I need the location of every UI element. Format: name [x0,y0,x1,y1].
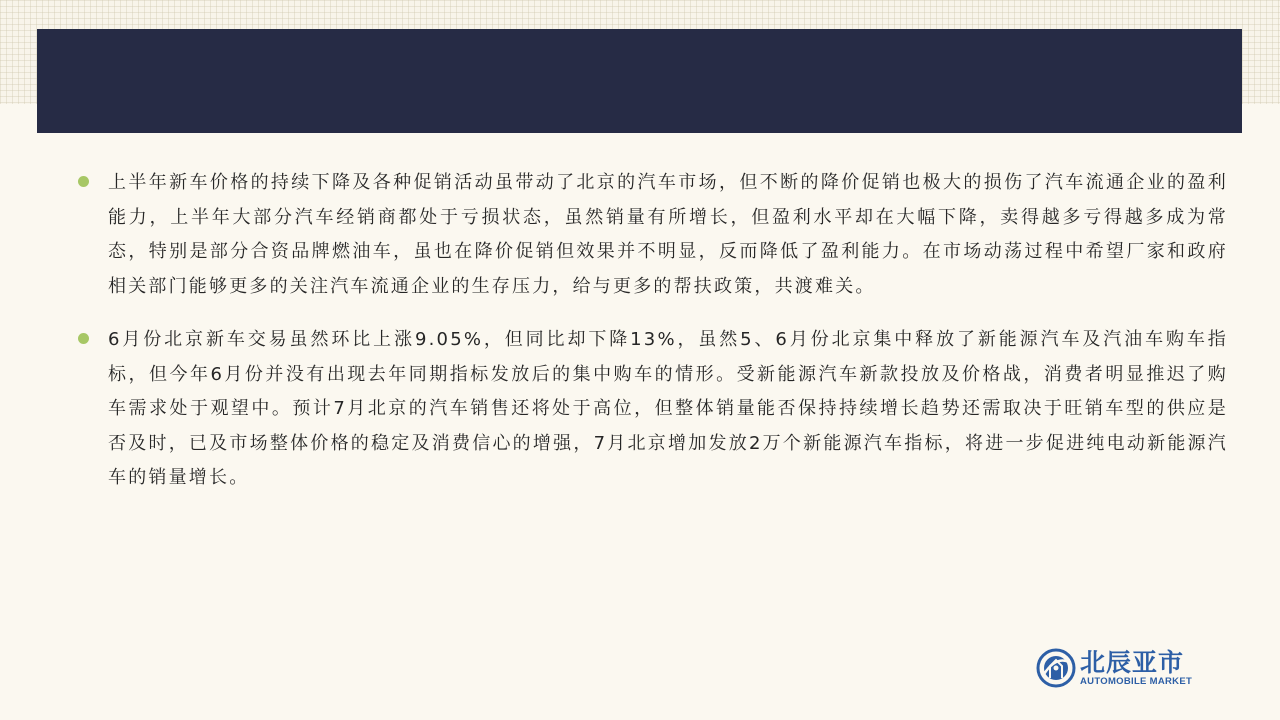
logo-wordmark [1080,649,1192,688]
header-banner [37,29,1242,133]
paragraph-june-sales: 6月份北京新车交易虽然环比上涨9.05%，但同比却下降13%，虽然5、6月份北京集中释放了新能源汽车及汽油车购车指标，但今年6月份并没有出现去年同期指标发放后的集中购车的情形。受新能源汽车新款投放及价格战，消费者明显推迟了购车需求处于观望中。预计7月北京的汽车销售还将处于高位，但整体销量能否保持持续增长趋势还需取决于旺销车型的供应是否及时，已及市场整体价格的稳定及消费信心的增强，7月北京增加发放2万个新能源汽车指标，将进一步促进纯电动新能源汽车的销量增长。 [108,329,1228,488]
main-content [78,166,1228,515]
logo-name-english: AUTOMOBILE MARKET [1080,675,1193,687]
bullet-dot-icon [78,176,89,187]
company-logo [1036,645,1211,691]
bullet-item [78,166,1228,304]
logo-name-chinese: 北辰亚市 [1080,647,1185,677]
logo-emblem-icon [1036,648,1076,688]
bullet-dot-icon [78,333,89,344]
bullet-item [78,323,1228,496]
paragraph-market-profitability: 上半年新车价格的持续下降及各种促销活动虽带动了北京的汽车市场，但不断的降价促销也极大的损伤了汽车流通企业的盈利能力，上半年大部分汽车经销商都处于亏损状态，虽然销量有所增长，但盈利水平却在大幅下降，卖得越多亏得越多成为常态，特别是部分合资品牌燃油车，虽也在降价促销但效果并不明显，反而降低了盈利能力。在市场动荡过程中希望厂家和政府相关部门能够更多的关注汽车流通企业的生存压力，给与更多的帮扶政策，共渡难关。 [108,172,1228,297]
